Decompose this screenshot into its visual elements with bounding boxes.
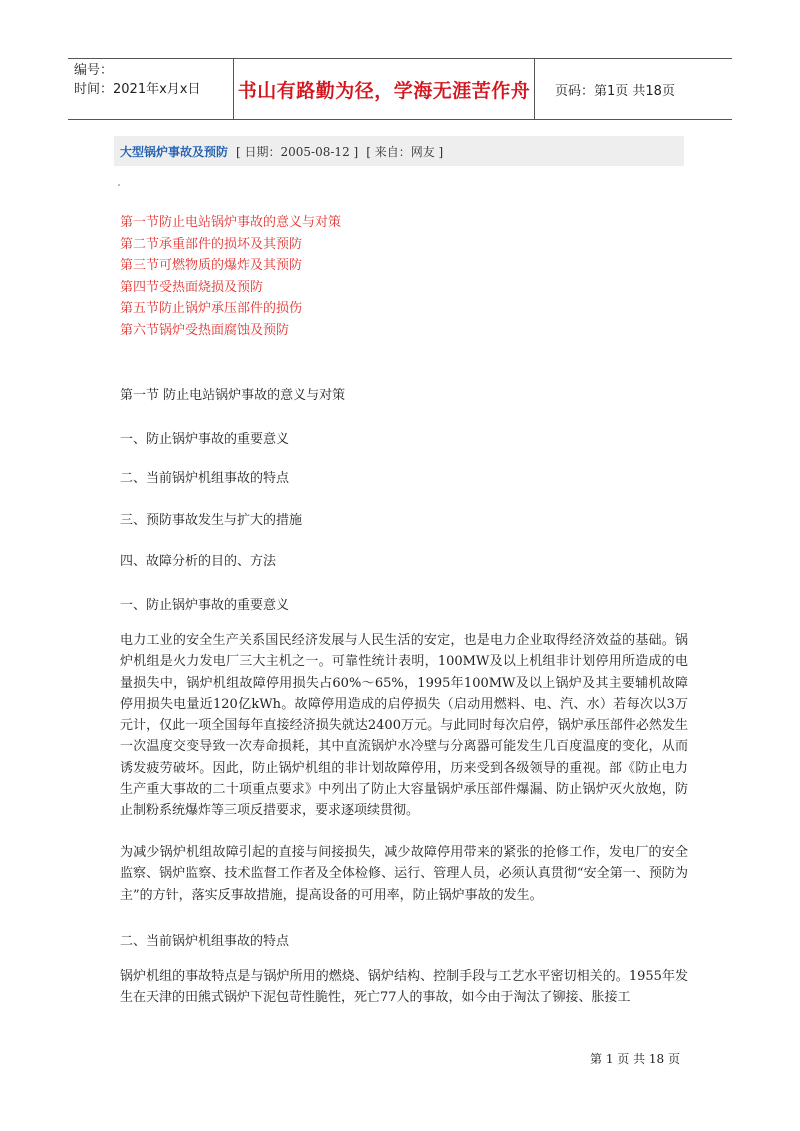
body-paragraph-2: 为减少锅炉机组故障引起的直接与间接损失，减少故障停用带来的紧张的抢修工作，发电厂的安全监察、锅炉监察、技术监督工作者及全体检修、运行、管理人员，必须认真贯彻“安全第一、预防为主”的方针，落实反事故措施，提高设备的可用率，防止锅炉事故的发生。 xyxy=(120,845,688,903)
page-label: 页码：第1页 共18页 xyxy=(555,83,675,99)
page-footer: 第 1 页 共 18 页 xyxy=(590,1052,680,1066)
toc-link-1[interactable]: 第一节防止电站锅炉事故的意义与对策 xyxy=(120,215,342,230)
outline-item-4: 四、故障分析的目的、方法 xyxy=(120,554,277,569)
header-left-cell xyxy=(68,59,234,119)
motto: 书山有路勤为径，学海无涯苦作舟 xyxy=(234,59,535,119)
toc-link-2[interactable]: 第二节承重部件的损坏及其预防 xyxy=(120,236,303,252)
article-title-bar xyxy=(114,136,684,166)
separator-dot xyxy=(118,184,120,186)
outline-item-2: 二、当前锅炉机组事故的特点 xyxy=(120,471,290,486)
number-label: 编号： xyxy=(74,63,114,78)
subsection-heading-2: 二、当前锅炉机组事故的特点 xyxy=(120,934,290,949)
article-title[interactable]: 大型锅炉事故及预防 xyxy=(120,144,229,159)
time-label: 时间：2021年x月x日 xyxy=(74,82,201,97)
subsection-heading: 一、防止锅炉事故的重要意义 xyxy=(120,598,290,613)
body-paragraph-1: 电力工业的安全生产关系国民经济发展与人民生活的安定，也是电力企业取得经济效益的基础。锅炉机组是火力发电厂三大主机之一。可靠性统计表明，100MW及以上机组非计划停用所造成的电量损失中，锅炉机组故障停用损失占60%～65%，1995年100MW及以上锅炉及其主要辅机故障停用损失电量近120亿kWh。故障停用造成的启停损失（启动用燃料、电、汽、水）若每次以3万元计，仅此一项全国每年直接经济损失就达2400万元。与此同时每次启停，锅炉承压部件必然发生一次温度交变导致一次寿命损耗，其中直流锅炉水冷壁与分离器可能发生几百度温度的变化，从而诱发疲劳破坏。因此，防止锅炉机组的非计划故障停用，历来受到各级领导的重视。部《防止电力生产重大事故的二十项重点要求》中列出了防止大容量锅炉承压部件爆漏、防止锅炉灭火放炮，防止制粉系统爆炸等三项反措要求，要求逐项续贯彻。 xyxy=(120,633,689,819)
outline-item-3: 三、预防事故发生与扩大的措施 xyxy=(120,513,303,528)
document-header xyxy=(68,58,732,120)
toc-link-6[interactable]: 第六节锅炉受热面腐蚀及预防 xyxy=(120,322,290,338)
article-date: [ 日期：2005-08-12 ] xyxy=(236,144,359,159)
body-paragraph-3: 锅炉机组的事故特点是与锅炉所用的燃烧、锅炉结构、控制手段与工艺水平密切相关的。1955年发生在天津的田熊式锅炉下泥包苛性脆性，死亡77人的事故，如今由于淘汰了铆接、胀接工 xyxy=(120,969,688,1006)
toc-link-5[interactable]: 第五节防止锅炉承压部件的损伤 xyxy=(120,301,303,316)
section-heading: 第一节 防止电站锅炉事故的意义与对策 xyxy=(120,388,346,403)
outline-item-1: 一、防止锅炉事故的重要意义 xyxy=(120,432,290,447)
article-source: [ 来自：网友 ] xyxy=(366,144,444,159)
toc-link-4[interactable]: 第四节受热面烧损及预防 xyxy=(120,279,264,295)
toc-link-3[interactable]: 第三节可燃物质的爆炸及其预防 xyxy=(120,258,303,273)
table-of-contents xyxy=(120,212,341,341)
